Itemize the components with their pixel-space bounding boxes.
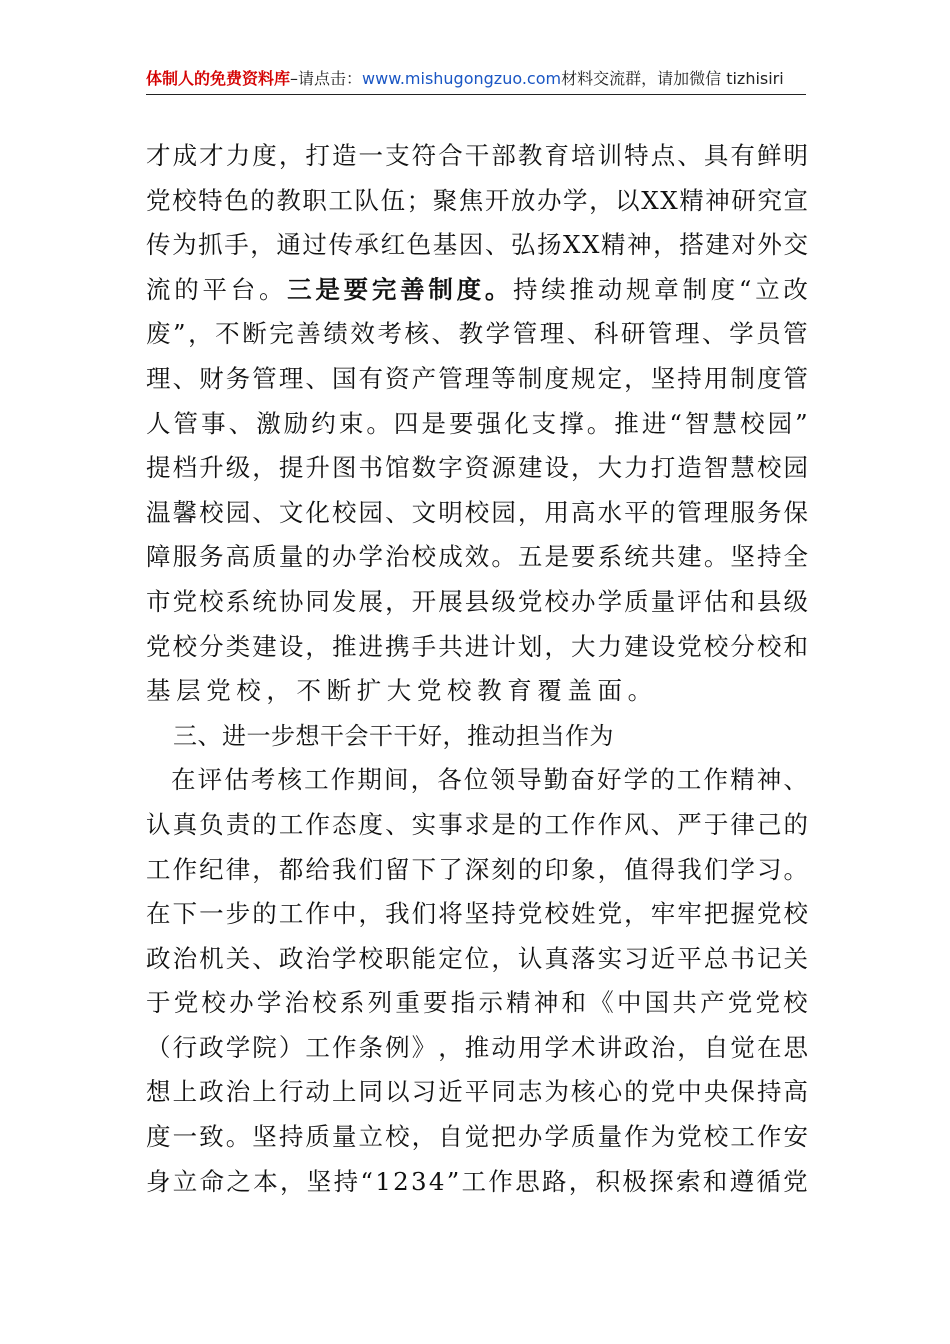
text-line: 温 馨 校 园 、 文 化 校 园 、 文 明 校 园 ， 用 高 水 平 的 管 理 服 务 保 xyxy=(146,497,808,527)
section-heading: 三、进一步想干会干干好，推动担当作为 xyxy=(173,721,614,750)
text-line: 障 服 务 高 质 量 的 办 学 治 校 成 效 。 五 是 要 系 统 共 建 。 坚 持 全 xyxy=(146,542,808,572)
header-prompt: –请点击： xyxy=(290,69,363,88)
text-line: 传 为 抓 手 ， 通 过 传 承 红 色 基 因 、 弘 扬 X X 精 神 ， 搭 建 对 外 交 xyxy=(146,230,808,260)
text-line: 度 一 致 。 坚 持 质 量 立 校 ， 自 觉 把 办 学 质 量 作 为 党 校 工 作 安 xyxy=(146,1122,808,1152)
header-link[interactable]: www.mishugongzuo.com xyxy=(362,69,562,88)
text-line: 理 、 财 务 管 理 、 国 有 资 产 管 理 等 制 度 规 定 ， 坚 持 用 制 度 管 xyxy=(146,363,808,393)
header-brand: 体制人的免费资料库 xyxy=(146,69,291,88)
text-line: 人 管 事 、 激 励 约 束 。 四 是 要 强 化 支 撑 。 推 进 “ 智 慧 校 园 ” xyxy=(146,408,808,438)
text-line: 在 下 一 步 的 工 作 中 ， 我 们 将 坚 持 党 校 姓 党 ， 牢 牢 把 握 党 校 xyxy=(146,899,808,929)
page-header xyxy=(146,66,806,95)
text-line: 政 治 机 关 、 政 治 学 校 职 能 定 位 ， 认 真 落 实 习 近 平 总 书 记 关 xyxy=(146,943,808,973)
text-line: 于 党 校 办 学 治 校 系 列 重 要 指 示 精 神 和 《 中 国 共 产 党 党 校 xyxy=(146,988,808,1018)
text-line: 工 作 纪 律 ， 都 给 我 们 留 下 了 深 刻 的 印 象 ， 值 得 我 们 学 习 。 xyxy=(146,854,808,884)
document-body xyxy=(146,134,808,1204)
text-line: 身 立 命 之 本 ， 坚 持 “ 1 2 3 4 ” 工 作 思 路 ， 积 极 探 索 和 遵 循 党 xyxy=(146,1166,808,1196)
text-line: 党 校 特 色 的 教 职 工 队 伍 ； 聚 焦 开 放 办 学 ， 以 X X 精 神 研 究 宣 xyxy=(146,185,808,215)
header-note: 材料交流群，请加微信 tizhisiri xyxy=(561,69,784,88)
text-line: （ 行 政 学 院 ） 工 作 条 例 》 ， 推 动 用 学 术 讲 政 治 ， 自 觉 在 思 xyxy=(146,1032,808,1062)
text-line: 认 真 负 责 的 工 作 态 度 、 实 事 求 是 的 工 作 作 风 、 严 于 律 己 的 xyxy=(146,809,808,839)
text-line: 想 上 政 治 上 行 动 上 同 以 习 近 平 同 志 为 核 心 的 党 中 央 保 持 高 xyxy=(146,1077,808,1107)
text-line: 流 的 平 台 。 三 是 要 完 善 制 度 。 持 续 推 动 规 章 制 度 “ 立 改 xyxy=(146,274,808,304)
text-line: 在 评 估 考 核 工 作 期 间 ， 各 位 领 导 勤 奋 好 学 的 工 作 精 神 、 xyxy=(171,765,808,795)
text-line: 市 党 校 系 统 协 同 发 展 ， 开 展 县 级 党 校 办 学 质 量 评 估 和 县 级 xyxy=(146,586,808,616)
text-line: 废 ” ， 不 断 完 善 绩 效 考 核 、 教 学 管 理 、 科 研 管 理 、 学 员 管 xyxy=(146,319,808,349)
text-line: 提 档 升 级 ， 提 升 图 书 馆 数 字 资 源 建 设 ， 大 力 打 造 智 慧 校 园 xyxy=(146,453,808,483)
text-line: 党 校 分 类 建 设 ， 推 进 携 手 共 进 计 划 ， 大 力 建 设 党 校 分 校 和 xyxy=(146,631,808,661)
text-line: 才 成 才 力 度 ， 打 造 一 支 符 合 干 部 教 育 培 训 特 点 、 具 有 鲜 明 xyxy=(146,141,808,170)
text-line: 基层党校，不断扩大党校教育覆盖面。 xyxy=(146,676,658,706)
